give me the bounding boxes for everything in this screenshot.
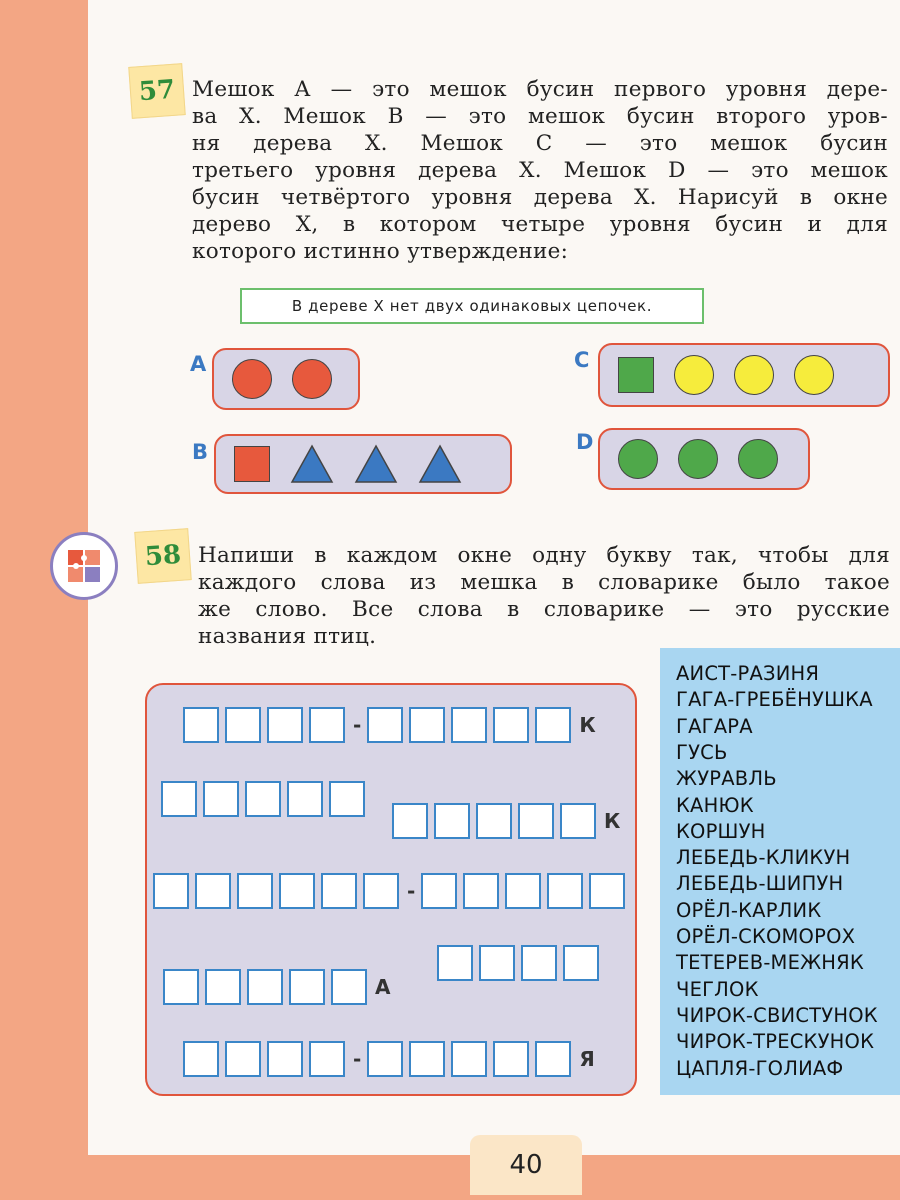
dictionary-word: ГАГАРА (676, 714, 753, 738)
given-letter: Я (579, 1047, 595, 1071)
bag-c (598, 343, 890, 407)
task-58-line: Напиши в каждом окне одну букву так, чтобы для (198, 543, 890, 568)
letter-cell[interactable] (161, 781, 197, 817)
letter-cell[interactable] (535, 707, 571, 743)
letter-cell[interactable] (287, 781, 323, 817)
word-row (392, 803, 626, 839)
bead-circle-green (618, 439, 658, 479)
dictionary-word: ОРЁЛ-КАРЛИК (676, 898, 822, 922)
letter-cell[interactable] (309, 1041, 345, 1077)
word-row (163, 969, 396, 1005)
given-letter: А (375, 975, 391, 999)
dictionary-word: АИСТ-РАЗИНЯ (676, 662, 820, 685)
letter-cell[interactable] (205, 969, 241, 1005)
hyphen: - (407, 879, 416, 903)
letter-cell[interactable] (409, 707, 445, 743)
letter-cell[interactable] (392, 803, 428, 839)
bead-circle-yellow (794, 355, 834, 395)
bead-triangle-blue (354, 444, 398, 484)
letter-cell[interactable] (321, 873, 357, 909)
letter-cell[interactable] (547, 873, 583, 909)
bead-circle-green (738, 439, 778, 479)
letter-cell[interactable] (409, 1041, 445, 1077)
dictionary-word: ТЕТЕРЕВ-МЕЖНЯК (676, 951, 864, 975)
letter-cell[interactable] (479, 945, 515, 981)
task-57-line: ва Х. Мешок В — это мешок бусин второго уров- (192, 104, 888, 129)
dictionary-word: ЛЕБЕДЬ-ШИПУН (676, 872, 844, 896)
word-row (437, 945, 605, 981)
letter-cell[interactable] (521, 945, 557, 981)
bead-triangle-blue (418, 444, 462, 484)
letter-cell[interactable] (289, 969, 325, 1005)
hyphen: - (353, 1047, 362, 1071)
task-57-line: бусин четвёртого уровня дерева Х. Нарисуй в окне (192, 185, 888, 210)
dictionary-word: ЦАПЛЯ-ГОЛИАФ (676, 1056, 844, 1080)
given-letter: К (604, 809, 621, 833)
task-58-line: каждого слова из мешка в словарике было такое (198, 570, 890, 595)
task-58-text (198, 542, 890, 650)
letter-cell[interactable] (247, 969, 283, 1005)
dictionary-word: ЖУРАВЛЬ (676, 767, 777, 791)
bird-dictionary (660, 648, 900, 1095)
task-57-line: Мешок А — это мешок бусин первого уровня дере- (192, 77, 888, 102)
letter-cell[interactable] (434, 803, 470, 839)
letter-cell[interactable] (309, 707, 345, 743)
letter-cell[interactable] (203, 781, 239, 817)
task-58-line: названия птиц. (198, 624, 377, 649)
letter-cell[interactable] (153, 873, 189, 909)
letter-cell[interactable] (267, 1041, 303, 1077)
letter-cell[interactable] (535, 1041, 571, 1077)
dictionary-word: КОРШУН (676, 819, 766, 843)
bead-circle-red (232, 359, 272, 399)
bag-d (598, 428, 810, 490)
task-58-line: же слово. Все слова в словарике — это русские (198, 597, 890, 622)
word-row (161, 781, 371, 817)
letter-grid-panel (145, 683, 637, 1096)
bead-circle-red (292, 359, 332, 399)
letter-cell[interactable] (245, 781, 281, 817)
dictionary-word: КАНЮК (676, 793, 754, 817)
bead-circle-yellow (674, 355, 714, 395)
bead-square-green (618, 357, 654, 393)
letter-cell[interactable] (163, 969, 199, 1005)
task-57-line: дерево Х, в котором четыре уровня бусин и для (192, 212, 888, 237)
letter-cell[interactable] (493, 1041, 529, 1077)
word-row (183, 1041, 601, 1077)
letter-cell[interactable] (451, 707, 487, 743)
dictionary-word: ГАГА-ГРЕБЁНУШКА (676, 688, 873, 712)
letter-cell[interactable] (518, 803, 554, 839)
bead-circle-yellow (734, 355, 774, 395)
letter-cell[interactable] (476, 803, 512, 839)
dictionary-word: ЧЕГЛОК (676, 977, 759, 1001)
word-row (183, 707, 602, 743)
letter-cell[interactable] (183, 707, 219, 743)
bag-letter-d: D (576, 430, 594, 454)
bead-triangle-blue (290, 444, 334, 484)
letter-cell[interactable] (225, 707, 261, 743)
bag-letter-b: B (192, 440, 209, 464)
letter-cell[interactable] (589, 873, 625, 909)
letter-cell[interactable] (505, 873, 541, 909)
letter-cell[interactable] (493, 707, 529, 743)
task-57-number: 57 (128, 63, 185, 119)
letter-cell[interactable] (563, 945, 599, 981)
page-number: 40 (470, 1135, 582, 1195)
bead-circle-green (678, 439, 718, 479)
dictionary-word: ЧИРОК-СВИСТУНОК (676, 1003, 878, 1027)
task-58-number: 58 (134, 528, 191, 584)
dictionary-word: ЛЕБЕДЬ-КЛИКУН (676, 846, 851, 870)
letter-cell[interactable] (195, 873, 231, 909)
bag-b (214, 434, 512, 494)
letter-cell[interactable] (560, 803, 596, 839)
task-57-line: ня дерева Х. Мешок С — это мешок бусин (192, 131, 888, 156)
dictionary-word: ГУСЬ (676, 740, 728, 764)
bag-a (212, 348, 360, 410)
letter-cell[interactable] (367, 707, 403, 743)
letter-cell[interactable] (367, 1041, 403, 1077)
dictionary-word: ОРЁЛ-СКОМОРОХ (676, 925, 856, 948)
letter-cell[interactable] (437, 945, 473, 981)
hyphen: - (353, 713, 362, 737)
letter-cell[interactable] (329, 781, 365, 817)
letter-cell[interactable] (267, 707, 303, 743)
letter-cell[interactable] (237, 873, 273, 909)
task-57-line: третьего уровня дерева Х. Мешок D — это мешок (192, 158, 888, 183)
bag-letter-c: C (574, 348, 590, 372)
bag-letter-a: A (190, 352, 207, 376)
task-57-text (192, 76, 888, 265)
given-letter: К (579, 713, 596, 737)
letter-cell[interactable] (421, 873, 457, 909)
letter-cell[interactable] (331, 969, 367, 1005)
word-row (153, 873, 631, 909)
dictionary-word: ЧИРОК-ТРЕСКУНОК (676, 1030, 875, 1054)
puzzle-icon (50, 532, 118, 600)
task-57-line: которого истинно утверждение: (192, 239, 569, 264)
letter-cell[interactable] (225, 1041, 261, 1077)
letter-cell[interactable] (363, 873, 399, 909)
bead-square-red (234, 446, 270, 482)
letter-cell[interactable] (183, 1041, 219, 1077)
letter-cell[interactable] (451, 1041, 487, 1077)
true-statement-box: В дереве Х нет двух одинаковых цепочек. (240, 288, 704, 324)
letter-cell[interactable] (463, 873, 499, 909)
letter-cell[interactable] (279, 873, 315, 909)
